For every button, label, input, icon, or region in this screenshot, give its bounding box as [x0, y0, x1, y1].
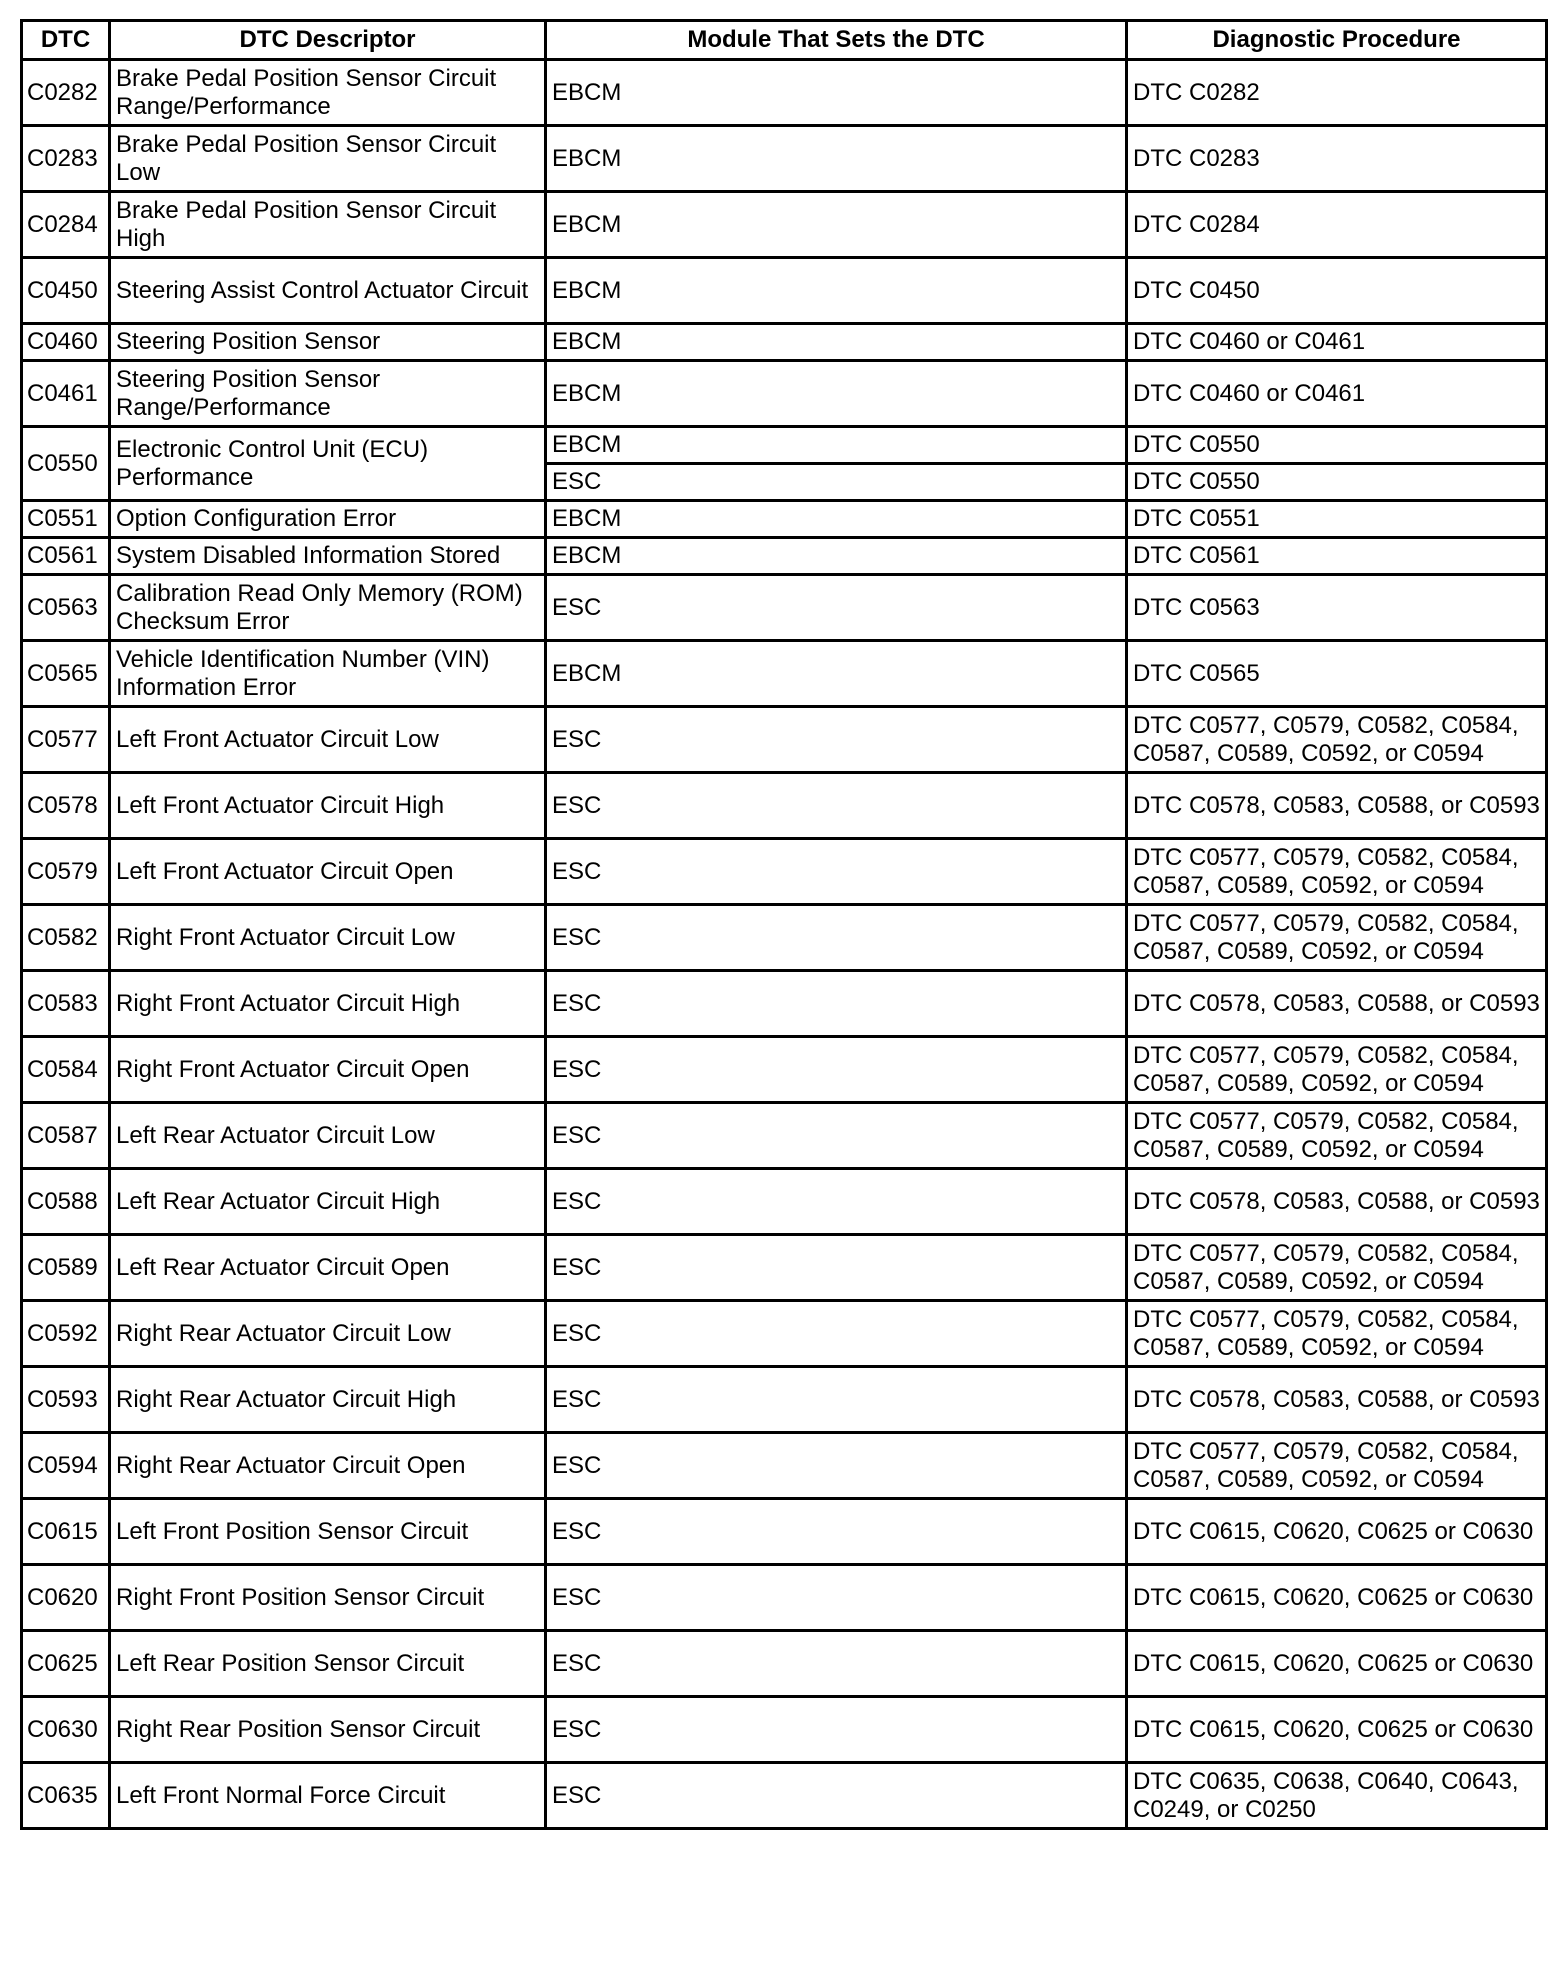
diagnostic-procedure-cell: DTC C0615, C0620, C0625 or C0630 — [1127, 1631, 1547, 1697]
table-row — [22, 1301, 1547, 1367]
table-row — [22, 361, 1547, 427]
module-cell: ESC — [546, 1763, 1127, 1829]
diagnostic-procedure-cell: DTC C0635, C0638, C0640, C0643, C0249, or C0250 — [1127, 1763, 1547, 1829]
table-row — [22, 707, 1547, 773]
dtc-descriptor-cell: Left Front Position Sensor Circuit — [110, 1499, 546, 1565]
diagnostic-procedure-cell: DTC C0551 — [1127, 501, 1547, 538]
module-cell: ESC — [546, 971, 1127, 1037]
document-page — [20, 19, 1545, 1830]
table-body — [22, 60, 1547, 1829]
dtc-descriptor-cell: Steering Position Sensor Range/Performance — [110, 361, 546, 427]
dtc-descriptor-cell: Right Rear Actuator Circuit Low — [110, 1301, 546, 1367]
table-row — [22, 538, 1547, 575]
dtc-code-cell: C0584 — [22, 1037, 110, 1103]
dtc-code-cell: C0635 — [22, 1763, 110, 1829]
dtc-code-cell: C0460 — [22, 324, 110, 361]
diagnostic-procedure-cell: DTC C0460 or C0461 — [1127, 324, 1547, 361]
dtc-descriptor-cell: Brake Pedal Position Sensor Circuit High — [110, 192, 546, 258]
table-row — [22, 1037, 1547, 1103]
dtc-descriptor-cell: Left Front Normal Force Circuit — [110, 1763, 546, 1829]
diagnostic-procedure-cell: DTC C0460 or C0461 — [1127, 361, 1547, 427]
diagnostic-procedure-cell: DTC C0550 — [1127, 427, 1547, 464]
table-row — [22, 126, 1547, 192]
dtc-descriptor-cell: Left Rear Actuator Circuit High — [110, 1169, 546, 1235]
dtc-descriptor-cell: Vehicle Identification Number (VIN) Information Error — [110, 641, 546, 707]
table-row — [22, 1565, 1547, 1631]
dtc-code-cell: C0582 — [22, 905, 110, 971]
table-row — [22, 839, 1547, 905]
diagnostic-procedure-cell: DTC C0615, C0620, C0625 or C0630 — [1127, 1499, 1547, 1565]
diagnostic-procedure-cell: DTC C0282 — [1127, 60, 1547, 126]
table-row — [22, 1499, 1547, 1565]
dtc-code-cell: C0630 — [22, 1697, 110, 1763]
module-cell: ESC — [546, 1367, 1127, 1433]
dtc-code-cell: C0594 — [22, 1433, 110, 1499]
module-cell: ESC — [546, 773, 1127, 839]
dtc-code-cell: C0577 — [22, 707, 110, 773]
table-row — [22, 1367, 1547, 1433]
dtc-descriptor-cell: Left Rear Actuator Circuit Open — [110, 1235, 546, 1301]
dtc-code-cell: C0615 — [22, 1499, 110, 1565]
diagnostic-procedure-cell: DTC C0578, C0583, C0588, or C0593 — [1127, 773, 1547, 839]
module-cell: ESC — [546, 1169, 1127, 1235]
dtc-code-cell: C0593 — [22, 1367, 110, 1433]
dtc-descriptor-cell: Brake Pedal Position Sensor Circuit Range/Performance — [110, 60, 546, 126]
table-row — [22, 1433, 1547, 1499]
diagnostic-procedure-cell: DTC C0577, C0579, C0582, C0584, C0587, C0589, C0592, or C0594 — [1127, 1301, 1547, 1367]
table-header-row — [22, 21, 1547, 60]
diagnostic-procedure-cell: DTC C0563 — [1127, 575, 1547, 641]
module-cell: ESC — [546, 905, 1127, 971]
dtc-code-cell: C0625 — [22, 1631, 110, 1697]
diagnostic-procedure-cell: DTC C0577, C0579, C0582, C0584, C0587, C0589, C0592, or C0594 — [1127, 1037, 1547, 1103]
header-diagnostic-procedure: Diagnostic Procedure — [1127, 21, 1547, 60]
table-row — [22, 575, 1547, 641]
dtc-descriptor-cell: Left Front Actuator Circuit Low — [110, 707, 546, 773]
dtc-descriptor-cell: Right Rear Actuator Circuit High — [110, 1367, 546, 1433]
dtc-descriptor-cell: Left Front Actuator Circuit High — [110, 773, 546, 839]
table-row — [22, 1697, 1547, 1763]
table-row — [22, 905, 1547, 971]
table-row — [22, 971, 1547, 1037]
table-row — [22, 192, 1547, 258]
dtc-code-cell: C0563 — [22, 575, 110, 641]
module-cell: ESC — [546, 464, 1127, 501]
dtc-code-cell: C0284 — [22, 192, 110, 258]
table-row — [22, 1631, 1547, 1697]
diagnostic-procedure-cell: DTC C0561 — [1127, 538, 1547, 575]
table-row — [22, 258, 1547, 324]
dtc-code-cell: C0551 — [22, 501, 110, 538]
table-row — [22, 1103, 1547, 1169]
table-row — [22, 1235, 1547, 1301]
diagnostic-procedure-cell: DTC C0615, C0620, C0625 or C0630 — [1127, 1565, 1547, 1631]
diagnostic-procedure-cell: DTC C0577, C0579, C0582, C0584, C0587, C0589, C0592, or C0594 — [1127, 1235, 1547, 1301]
diagnostic-procedure-cell: DTC C0577, C0579, C0582, C0584, C0587, C0589, C0592, or C0594 — [1127, 1433, 1547, 1499]
dtc-descriptor-cell: Calibration Read Only Memory (ROM) Checksum Error — [110, 575, 546, 641]
module-cell: EBCM — [546, 60, 1127, 126]
module-cell: ESC — [546, 1499, 1127, 1565]
dtc-descriptor-cell: Right Rear Actuator Circuit Open — [110, 1433, 546, 1499]
dtc-descriptor-cell: System Disabled Information Stored — [110, 538, 546, 575]
dtc-code-cell: C0461 — [22, 361, 110, 427]
module-cell: EBCM — [546, 501, 1127, 538]
module-cell: ESC — [546, 1301, 1127, 1367]
dtc-descriptor-cell: Right Front Actuator Circuit Open — [110, 1037, 546, 1103]
dtc-table — [20, 19, 1548, 1830]
dtc-descriptor-cell: Steering Position Sensor — [110, 324, 546, 361]
dtc-code-cell: C0579 — [22, 839, 110, 905]
dtc-code-cell: C0550 — [22, 427, 110, 501]
table-row — [22, 60, 1547, 126]
diagnostic-procedure-cell: DTC C0577, C0579, C0582, C0584, C0587, C0589, C0592, or C0594 — [1127, 905, 1547, 971]
diagnostic-procedure-cell: DTC C0283 — [1127, 126, 1547, 192]
module-cell: ESC — [546, 707, 1127, 773]
dtc-code-cell: C0588 — [22, 1169, 110, 1235]
module-cell: ESC — [546, 575, 1127, 641]
diagnostic-procedure-cell: DTC C0578, C0583, C0588, or C0593 — [1127, 1367, 1547, 1433]
table-row — [22, 773, 1547, 839]
dtc-code-cell: C0450 — [22, 258, 110, 324]
dtc-code-cell: C0620 — [22, 1565, 110, 1631]
diagnostic-procedure-cell: DTC C0577, C0579, C0582, C0584, C0587, C0589, C0592, or C0594 — [1127, 707, 1547, 773]
dtc-code-cell: C0283 — [22, 126, 110, 192]
dtc-code-cell: C0592 — [22, 1301, 110, 1367]
dtc-code-cell: C0282 — [22, 60, 110, 126]
dtc-code-cell: C0583 — [22, 971, 110, 1037]
table-row — [22, 1169, 1547, 1235]
diagnostic-procedure-cell: DTC C0284 — [1127, 192, 1547, 258]
module-cell: ESC — [546, 1565, 1127, 1631]
module-cell: ESC — [546, 839, 1127, 905]
dtc-descriptor-cell: Left Rear Actuator Circuit Low — [110, 1103, 546, 1169]
module-cell: EBCM — [546, 258, 1127, 324]
table-row — [22, 324, 1547, 361]
module-cell: ESC — [546, 1037, 1127, 1103]
module-cell: ESC — [546, 1235, 1127, 1301]
dtc-code-cell: C0565 — [22, 641, 110, 707]
dtc-code-cell: C0561 — [22, 538, 110, 575]
module-cell: EBCM — [546, 427, 1127, 464]
header-dtc-descriptor: DTC Descriptor — [110, 21, 546, 60]
module-cell: ESC — [546, 1631, 1127, 1697]
module-cell: EBCM — [546, 192, 1127, 258]
dtc-code-cell: C0587 — [22, 1103, 110, 1169]
dtc-descriptor-cell: Right Front Position Sensor Circuit — [110, 1565, 546, 1631]
module-cell: EBCM — [546, 641, 1127, 707]
module-cell: ESC — [546, 1697, 1127, 1763]
module-cell: EBCM — [546, 324, 1127, 361]
dtc-descriptor-cell: Electronic Control Unit (ECU) Performance — [110, 427, 546, 501]
dtc-code-cell: C0578 — [22, 773, 110, 839]
header-dtc: DTC — [22, 21, 110, 60]
dtc-descriptor-cell: Option Configuration Error — [110, 501, 546, 538]
module-cell: EBCM — [546, 361, 1127, 427]
diagnostic-procedure-cell: DTC C0565 — [1127, 641, 1547, 707]
diagnostic-procedure-cell: DTC C0550 — [1127, 464, 1547, 501]
dtc-descriptor-cell: Left Front Actuator Circuit Open — [110, 839, 546, 905]
table-row — [22, 641, 1547, 707]
diagnostic-procedure-cell: DTC C0578, C0583, C0588, or C0593 — [1127, 1169, 1547, 1235]
diagnostic-procedure-cell: DTC C0577, C0579, C0582, C0584, C0587, C0589, C0592, or C0594 — [1127, 1103, 1547, 1169]
module-cell: EBCM — [546, 538, 1127, 575]
diagnostic-procedure-cell: DTC C0450 — [1127, 258, 1547, 324]
dtc-descriptor-cell: Left Rear Position Sensor Circuit — [110, 1631, 546, 1697]
table-row — [22, 427, 1547, 464]
table-row — [22, 1763, 1547, 1829]
dtc-descriptor-cell: Right Front Actuator Circuit High — [110, 971, 546, 1037]
module-cell: EBCM — [546, 126, 1127, 192]
module-cell: ESC — [546, 1103, 1127, 1169]
dtc-descriptor-cell: Steering Assist Control Actuator Circuit — [110, 258, 546, 324]
dtc-descriptor-cell: Right Rear Position Sensor Circuit — [110, 1697, 546, 1763]
module-cell: ESC — [546, 1433, 1127, 1499]
dtc-code-cell: C0589 — [22, 1235, 110, 1301]
diagnostic-procedure-cell: DTC C0615, C0620, C0625 or C0630 — [1127, 1697, 1547, 1763]
dtc-descriptor-cell: Brake Pedal Position Sensor Circuit Low — [110, 126, 546, 192]
diagnostic-procedure-cell: DTC C0577, C0579, C0582, C0584, C0587, C0589, C0592, or C0594 — [1127, 839, 1547, 905]
table-row — [22, 501, 1547, 538]
dtc-descriptor-cell: Right Front Actuator Circuit Low — [110, 905, 546, 971]
diagnostic-procedure-cell: DTC C0578, C0583, C0588, or C0593 — [1127, 971, 1547, 1037]
header-module: Module That Sets the DTC — [546, 21, 1127, 60]
